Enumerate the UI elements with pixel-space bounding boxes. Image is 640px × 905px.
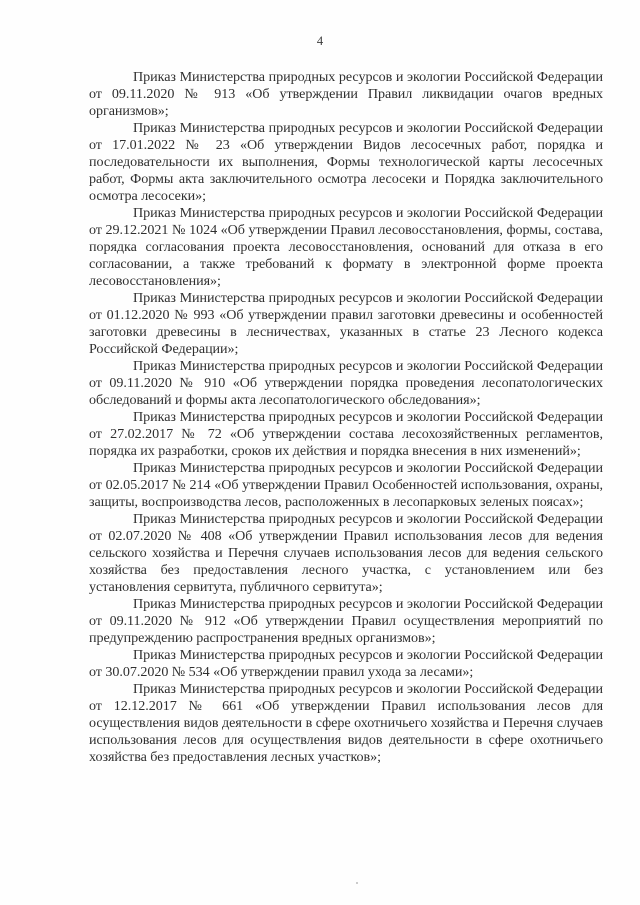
order-paragraph: Приказ Министерства природных ресурсов и экологии Российской Федерации от 09.11.2020 № 910 «Об утверждении порядка проведения лесопатологических обследований и формы акта лесопатологического обследования»; bbox=[89, 358, 603, 408]
order-paragraph: Приказ Министерства природных ресурсов и экологии Российской Федерации от 02.05.2017 № 214 «Об утверждении Правил Особенностей использования, охраны, защиты, воспроизводства лесов, расположенных в лесопарковых зеленых поясах»; bbox=[89, 460, 603, 510]
order-paragraph: Приказ Министерства природных ресурсов и экологии Российской Федерации от 17.01.2022 № 23 «Об утверждении Видов лесосечных работ, порядка и последовательности их выполнения, Формы технологической карты лесосечных работ, Формы акта заключительного осмотра лесосеки и Порядка заключительного осмотра лесосеки»; bbox=[89, 120, 603, 204]
order-paragraph: Приказ Министерства природных ресурсов и экологии Российской Федерации от 09.11.2020 № 912 «Об утверждении Правил осуществления мероприятий по предупреждению распространения вредных организмов»; bbox=[89, 596, 603, 646]
order-list bbox=[89, 69, 603, 766]
order-paragraph: Приказ Министерства природных ресурсов и экологии Российской Федерации от 29.12.2021 № 1024 «Об утверждении Правил лесовосстановления, формы, состава, порядка согласования проекта лесовосстановления, оснований для отказа в его согласовании, а также требований к формату в электронной форме проекта лесовосстановления»; bbox=[89, 205, 603, 289]
order-paragraph: Приказ Министерства природных ресурсов и экологии Российской Федерации от 30.07.2020 № 534 «Об утверждении правил ухода за лесами»; bbox=[89, 647, 603, 680]
order-paragraph: Приказ Министерства природных ресурсов и экологии Российской Федерации от 09.11.2020 № 913 «Об утверждении Правил ликвидации очагов вредных организмов»; bbox=[89, 69, 603, 119]
order-paragraph: Приказ Министерства природных ресурсов и экологии Российской Федерации от 27.02.2017 № 72 «Об утверждении состава лесохозяйственных регламентов, порядка их разработки, сроков их действия и порядка внесения в них изменений»; bbox=[89, 409, 603, 459]
page-number: 4 bbox=[316, 34, 324, 48]
order-paragraph: Приказ Министерства природных ресурсов и экологии Российской Федерации от 12.12.2017 № 661 «Об утверждении Правил использования лесов для осуществления видов деятельности в сфере охотничьего хозяйства и Перечня случаев использования лесов для осуществления видов деятельности в сфере охотничьего хозяйства без предоставления лесных участков»; bbox=[89, 681, 603, 765]
scan-speck bbox=[356, 882, 358, 884]
order-paragraph: Приказ Министерства природных ресурсов и экологии Российской Федерации от 02.07.2020 № 408 «Об утверждении Правил использования лесов для ведения сельского хозяйства и Перечня случаев использования лесов для ведения сельского хозяйства без предоставления лесного участка, с установлением или без установления сервитута, публичного сервитута»; bbox=[89, 511, 603, 595]
order-paragraph: Приказ Министерства природных ресурсов и экологии Российской Федерации от 01.12.2020 № 993 «Об утверждении правил заготовки древесины и особенностей заготовки древесины в лесничествах, указанных в статье 23 Лесного кодекса Российской Федерации»; bbox=[89, 290, 603, 357]
